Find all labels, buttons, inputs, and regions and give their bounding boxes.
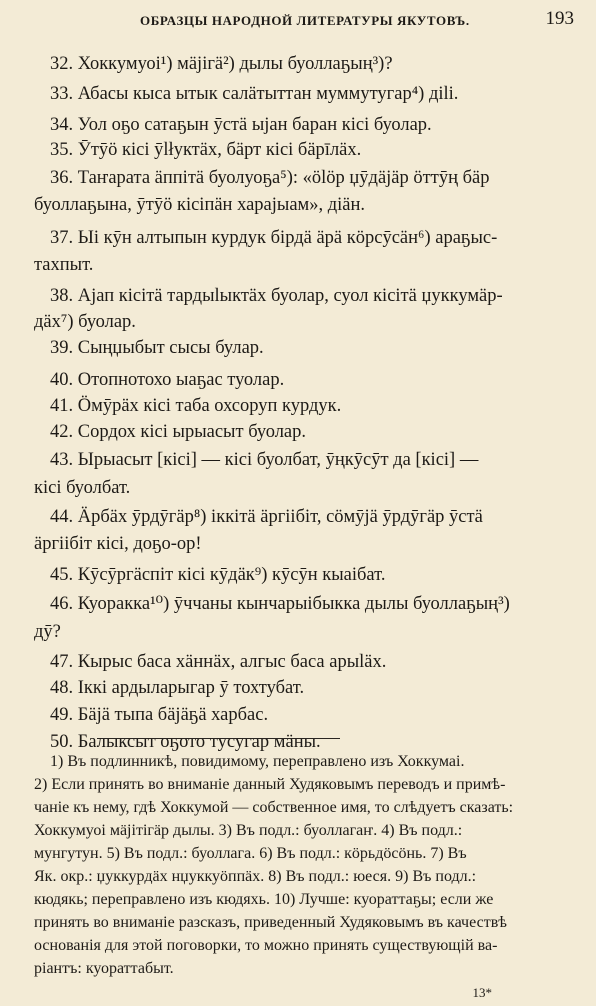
footnote-line: 1) Въ подлинникѣ, повидимому, переправлено изъ Хоккумаі. <box>50 753 465 770</box>
footnote-line: кюдякь; переправлено изъ кюдяхь. 10) Лучше: куораттаҕы; если же <box>34 891 494 908</box>
footnote-line: ріантъ: куораттабыт. <box>34 960 174 977</box>
signature-mark: 13* <box>472 985 492 1000</box>
proverb-line: ӓргіібіт кісі, доҕо-ор! <box>34 534 202 554</box>
running-header <box>90 10 574 34</box>
proverb-line: дӓх⁷) буолар. <box>34 312 136 332</box>
page-number: 193 <box>545 8 574 29</box>
proverb-line: 50. Балыксыт оҕото тусугар мӓны. <box>50 732 321 752</box>
proverb-line: 45. Кӯсӯргӓспіт кісі кӯдӓк⁹) кӯсӯн кыаібат. <box>50 565 386 585</box>
proverb-line: 43. Ырыасыт [кісі] — кісі буолбат, ӯңкӯсӯт да [кісі] — <box>50 450 479 470</box>
proverb-line: 36. Таҥарата ӓппітӓ буолуоҕа⁵): «ӧlӧр џӯдӓјӓр ӧттӯң бӓр <box>50 168 490 188</box>
proverb-line: дӯ? <box>34 622 61 642</box>
proverb-line: 32. Хоккумуоі¹) мӓјігӓ²) дылы буоллаҕың³)? <box>50 54 393 74</box>
proverb-line: 39. Сыңџыбыт сысы булар. <box>50 338 264 358</box>
proverb-line: 38. Аjап кісітӓ тардыlыктӓх буолар, суол кісітӓ џуккумӓр- <box>50 286 503 306</box>
proverb-line: 37. Ыі кӯн алтыпын курдук бірдӓ ӓрӓ кӧрсӯсӓн⁶) араҕыс- <box>50 228 498 248</box>
proverb-line: 49. Бӓјӓ тыпа бӓјӓҕӓ харбас. <box>50 705 269 725</box>
footnote-line: 2) Если принять во вниманіе данный Худяковымъ переводъ и примѣ- <box>34 776 506 793</box>
proverb-line: 33. Абасы кыса ытык салӓтыттан муммутугар⁴) діlі. <box>50 84 459 104</box>
footnote-line: основанія для этой поговорки, то можно принять существующій ва- <box>34 937 498 954</box>
proverb-line: 44. Ӓрбӓх ӯрдӯгӓр⁸) іккітӓ ӓргіібіт, сӧмӯјӓ ӯрдӯгӓр ӯстӓ <box>50 507 483 527</box>
footnote-line: мунгутун. 5) Въ подл.: буоллага. 6) Въ подл.: кӧрьдӧсӧнь. 7) Въ <box>34 845 467 862</box>
footnote-line: принять во вниманіе разсказъ, приведенный Худяковымъ въ качествѣ <box>34 914 507 931</box>
footnote-line: Як. окр.: џуккурдӓх нџуккуӧппӓх. 8) Въ подл.: юеся. 9) Въ подл.: <box>34 868 477 885</box>
proverb-line: 47. Кырыс баса хӓннӓх, алгыс баса арыlӓх. <box>50 652 387 672</box>
footnote-line: Хоккумуоі мӓјітігӓр дылы. 3) Въ подл.: буоллагаҥ. 4) Въ подл.: <box>34 822 463 839</box>
footnote-line: чаніе къ нему, гдѣ Хоккумой — собственное имя, то слѣдуетъ сказать: <box>34 799 514 816</box>
footnote-rule <box>97 738 340 739</box>
proverb-line: 35. Ӯтӯӧ кісі ӯlłуктӓх, бӓрт кісі бӓрīлӓх. <box>50 140 362 160</box>
proverb-line: 42. Сордох кісі ырыасыт буолар. <box>50 422 307 442</box>
proverb-line: тахпыт. <box>34 255 94 275</box>
proverb-line: 34. Уол оҕо сатаҕын ӯстӓ ыјан баран кісі буолар. <box>50 115 432 135</box>
proverb-line: буоллаҕына, ӯтӯӧ кісіпӓн харајыам», дiӓн. <box>34 195 366 215</box>
proverb-line: 40. Отопнотохо ыаҕас туолар. <box>50 370 285 390</box>
proverb-line: 41. Ӧмӯрӓх кісі таба охсоруп курдук. <box>50 396 342 416</box>
proverb-line: 46. Куоракка¹⁰) ӯччаны кынчарыібыкка дылы буоллаҕың³) <box>50 594 510 614</box>
proverb-line: 48. Іккі ардыларыгар ӯ тохтубат. <box>50 678 305 698</box>
running-title: ОБРАЗЦЫ НАРОДНОЙ ЛИТЕРАТУРЫ ЯКУТОВЪ. <box>140 13 470 28</box>
proverb-line: кісі буолбат. <box>34 478 131 498</box>
